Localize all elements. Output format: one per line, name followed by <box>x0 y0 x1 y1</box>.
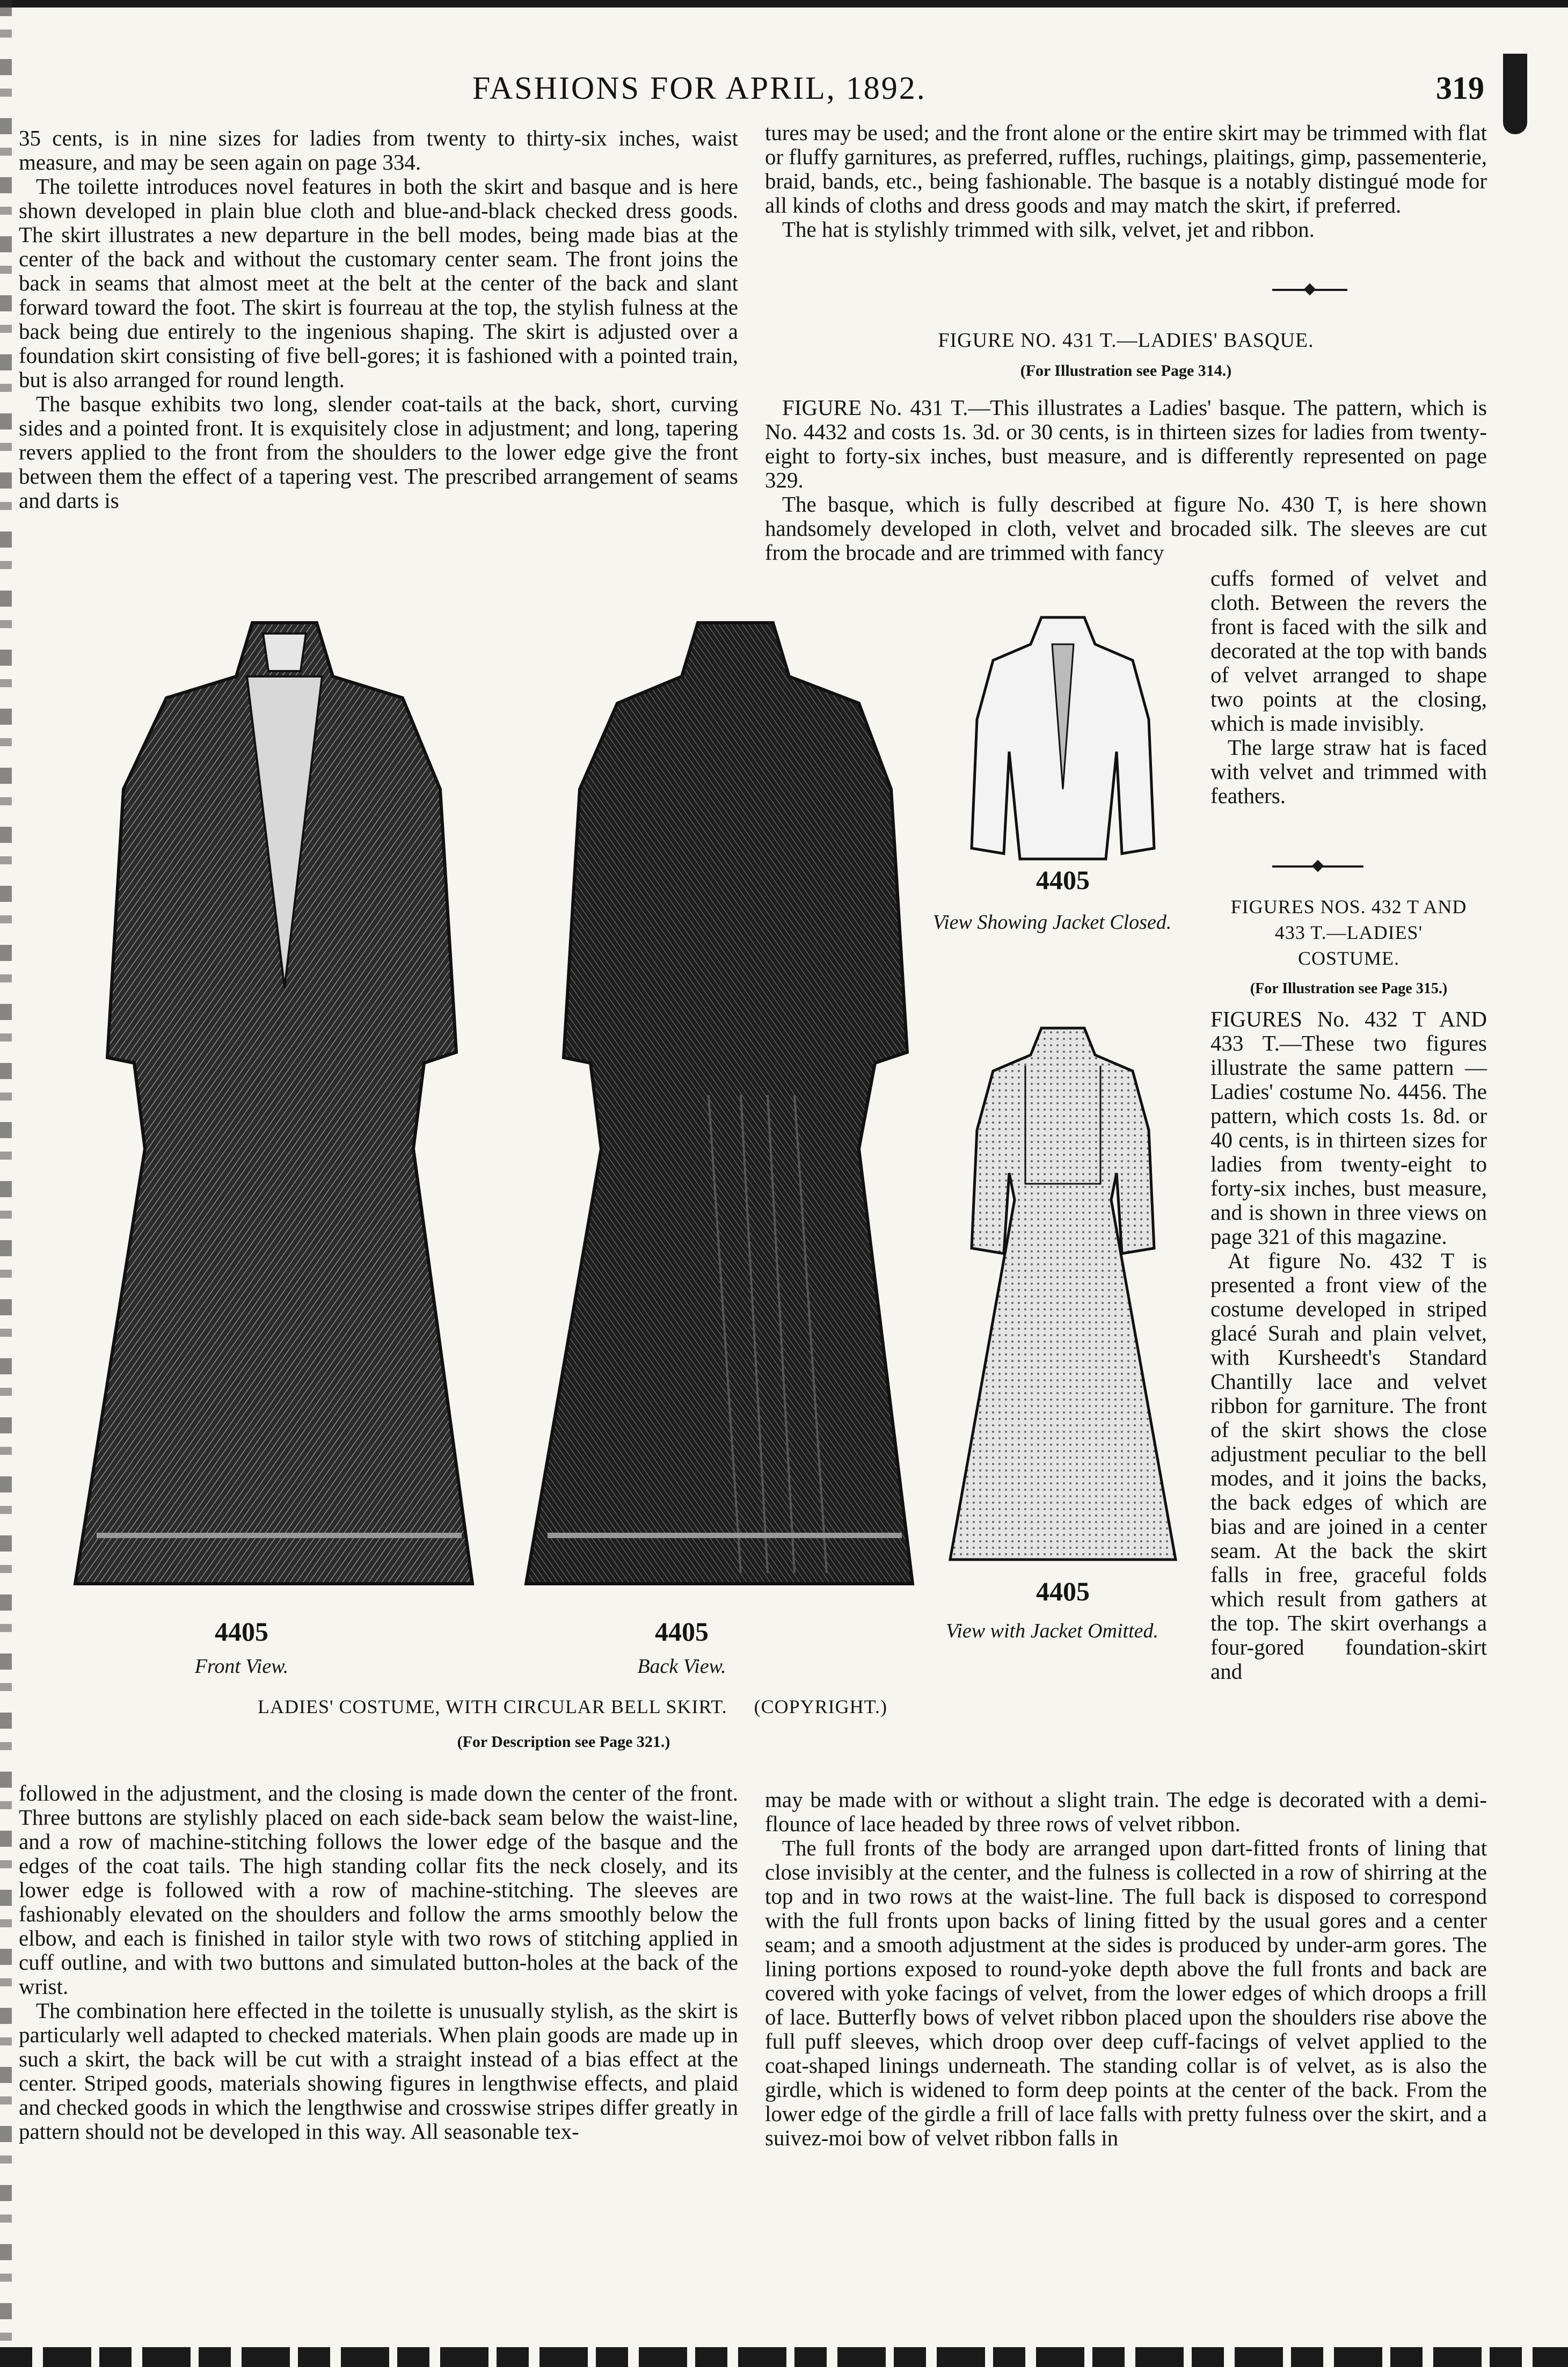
paragraph: FIGURE No. 431 T.—This illustrates a Ladies' basque. The pattern, which is No. 4432 and costs 1s. 3d. or 30 cents, is in thirteen sizes for ladies from twenty-eight to forty-six inches, bust measure, and is differently represented on page 329. <box>765 395 1487 492</box>
illustration-front-view <box>64 612 505 1611</box>
paragraph: At figure No. 432 T is presented a front view of the costume developed in striped glacé Surah and plain velvet, with Kursheedt's Standard Chantilly lace and velvet ribbon for garniture. The front of the skirt shows the close adjustment peculiar to the bell modes, and it joins the backs, the back edges of which are bias and are joined in a center seam. At the back the skirt falls in free, graceful folds which result from gathers at the top. The skirt overhangs a four-gored foundation-skirt and <box>1210 1248 1487 1684</box>
costume-illustration-note: (For Illustration see Page 315.) <box>1250 980 1448 997</box>
paragraph: The large straw hat is faced with velvet and trimmed with feathers. <box>1210 735 1487 808</box>
paragraph: FIGURES No. 432 T AND 433 T.—These two figures illustrate the same pattern —Ladies' costume No. 4456. The pattern, which costs 1s. 8d. or 40 cents, is in thirteen sizes for ladies from twenty-eight to forty-six inches, bust measure, and is shown in three views on page 321 of this magazine. <box>1210 1007 1487 1249</box>
costume-heading-line2: 433 T.—LADIES' <box>1274 922 1423 943</box>
section-divider <box>1272 865 1363 868</box>
basque-text <box>765 396 1487 565</box>
plate-title: LADIES' COSTUME, WITH CIRCULAR BELL SKIRT. <box>258 1696 727 1717</box>
left-column-bottom <box>19 1781 738 2144</box>
page-top-edge <box>0 0 1568 8</box>
right-column-bottom <box>765 1788 1487 2150</box>
figure-caption-front: Front View. <box>194 1655 289 1678</box>
page-bottom-edge <box>0 2347 1568 2367</box>
figure-caption-jacket-closed: View Showing Jacket Closed. <box>932 911 1172 934</box>
costume-text <box>1210 1007 1487 1684</box>
paragraph: followed in the adjustment, and the closing is made down the center of the front. Three buttons are stylishly placed on each side-back seam below the waist-line, and a row of machine-stitching follows the lower edge of the basque and the edges of the coat tails. The high standing collar fits the neck closely, and its lower edge is followed with a row of machine-stitching. The sleeves are fashionably elevated on the shoulders and follow the arms smoothly below the elbow, and each is finished in tailor style with two rows of stitching applied in cuff outline, and with two buttons and simulated button-holes at the back of the wrist. <box>19 1781 738 1999</box>
illustration-back-view <box>515 612 956 1611</box>
page-tab-mark <box>1503 54 1527 134</box>
right-column-top <box>765 121 1487 242</box>
illustration-jacket-closed <box>945 612 1181 870</box>
figure-number-jacket-omitted: 4405 <box>1036 1576 1090 1606</box>
basque-text-continued <box>1210 566 1487 808</box>
page-title: FASHIONS FOR APRIL, 1892. <box>472 70 927 106</box>
figure-caption-jacket-omitted: View with Jacket Omitted. <box>945 1620 1159 1642</box>
figure-number-front: 4405 <box>215 1616 268 1647</box>
copyright-note: (COPYRIGHT.) <box>754 1696 887 1717</box>
plate-caption <box>258 1695 939 1718</box>
left-column-top <box>19 126 738 513</box>
paragraph: may be made with or without a slight train. The edge is decorated with a demi-flounce of lace headed by three rows of velvet ribbon. <box>765 1787 1487 1836</box>
costume-heading-line1: FIGURES NOS. 432 T AND <box>1230 896 1467 917</box>
paragraph: The full fronts of the body are arranged upon dart-fitted fronts of lining that close invisibly at the center, and the fulness is collected in a row of shirring at the top and in two rows at the waist-line. The full back is disposed to correspond with the full fronts upon backs of lining fitted by the usual gores and a center seam; and a smooth adjustment at the sides is produced by under-arm gores. The lining portions exposed to round-yoke depth above the full fronts and back are covered with yoke facings of velvet, from the lower edges of which droops a frill of lace. Butterfly bows of velvet ribbon placed upon the shoulders rise above the full puff sleeves, which droop over deep cuff-facings of velvet applied to the coat-shaped linings underneath. The standing collar is of velvet, as is also the girdle, which is widened to form deep points at the center of the back. From the lower edge of the girdle a frill of lace falls with pretty fulness over the skirt, and a suivez-moi bow of velvet ribbon falls in <box>765 1836 1487 2150</box>
illustration-jacket-omitted <box>945 1023 1181 1570</box>
paragraph: The basque exhibits two long, slender coat-tails at the back, short, curving sides and a pointed front. It is exquisitely close in adjustment; and long, tapering revers applied to the front from the shoulders to the lower edge give the front between them the effect of a tapering vest. The prescribed arrangement of seams and darts is <box>19 391 738 513</box>
description-note: (For Description see Page 321.) <box>457 1733 670 1751</box>
figure-number-jacket-closed: 4405 <box>1036 865 1090 895</box>
figure-caption-back: Back View. <box>637 1655 726 1678</box>
paragraph: The hat is stylishly trimmed with silk, velvet, jet and ribbon. <box>782 217 1315 242</box>
paragraph: 35 cents, is in nine sizes for ladies from twenty to thirty-six inches, waist measure, and may be seen again on page 334. <box>19 126 738 174</box>
section-divider <box>1272 289 1347 291</box>
basque-illustration-note: (For Illustration see Page 314.) <box>1020 362 1232 380</box>
page-binding-edge <box>0 0 12 2367</box>
costume-heading-line3: COSTUME. <box>1297 948 1400 969</box>
page-header <box>0 70 1568 118</box>
paragraph: The combination here effected in the toilette is unusually stylish, as the skirt is particularly well adapted to checked materials. When plain goods are made up in such a skirt, the back will be cut with a straight instead of a bias effect at the center. Striped goods, materials showing figures in lengthwise effects, and plaid and checked goods in which the lengthwise and crosswise stripes differ greatly in pattern should not be developed in this way. All seasonable tex- <box>19 1998 738 2144</box>
paragraph: The toilette introduces novel features in both the skirt and basque and is here shown developed in plain blue cloth and blue-and-black checked dress goods. The skirt illustrates a new departure in the bell modes, being made bias at the center of the back and without the customary center seam. The front joins the back in seams that almost meet at the belt at the center of the back and slant forward toward the foot. The skirt is fourreau at the top, the stylish fulness at the back being due entirely to the ingenious shaping. The skirt is adjusted over a foundation skirt consisting of five bell-gores; it is fashioned with a pointed train, but is also arranged for round length. <box>19 174 738 392</box>
basque-heading: FIGURE NO. 431 T.—LADIES' BASQUE. <box>938 329 1314 352</box>
paragraph: cuffs formed of velvet and cloth. Between the revers the front is faced with the silk and decorated at the top with bands of velvet arranged to shape two points at the closing, which is made invisibly. <box>1210 566 1487 735</box>
page-number: 319 <box>1436 70 1484 106</box>
paragraph: tures may be used; and the front alone or the entire skirt may be trimmed with flat or fluffy garnitures, as preferred, ruffles, ruchings, plaitings, gimp, passementerie, braid, bands, etc., being fashionable. The basque is a notably distingué mode for all kinds of cloths and dress goods and may match the skirt, if preferred. <box>765 120 1487 217</box>
paragraph: The basque, which is fully described at figure No. 430 T, is here shown handsomely developed in cloth, velvet and brocaded silk. The sleeves are cut from the brocade and are trimmed with fancy <box>765 492 1487 565</box>
figure-number-back: 4405 <box>655 1616 709 1647</box>
